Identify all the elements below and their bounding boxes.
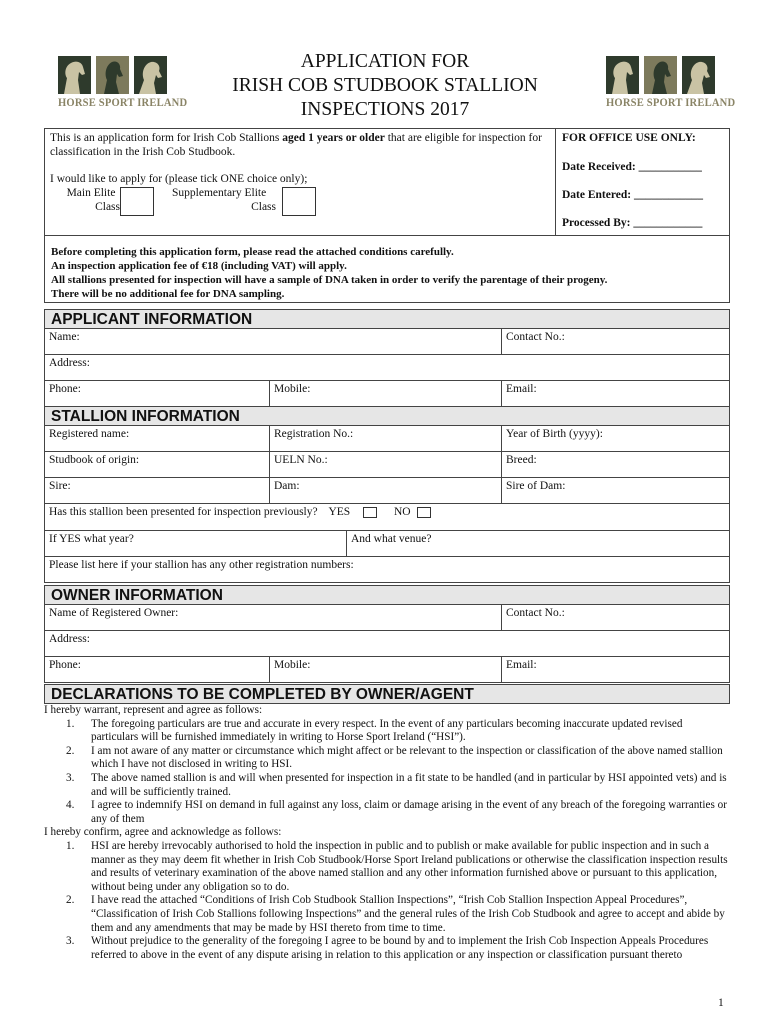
intro-text: This is an application form for Irish Cob Stallions aged 1 years or older that are eligible for inspection for classification in the Irish Cob Studbook. bbox=[50, 132, 542, 158]
hsi-logo-right bbox=[606, 56, 736, 112]
applicant-phone-field[interactable]: Phone: bbox=[44, 380, 270, 407]
list-item: 4. I agree to indemnify HSI on demand in full against any loss, claim or damage arising in the event of any breach of the foregoing warranties or any of them bbox=[66, 799, 727, 825]
page-title bbox=[150, 50, 620, 122]
horse-head-icon bbox=[682, 56, 715, 94]
owner-section-header: OWNER INFORMATION bbox=[44, 585, 730, 604]
stallion-year-of-birth-field[interactable]: Year of Birth (yyyy): bbox=[501, 425, 730, 452]
owner-address-field[interactable]: Address: bbox=[44, 630, 730, 657]
owner-phone-field[interactable]: Phone: bbox=[44, 656, 270, 683]
date-entered-field: Date Entered: ____________ bbox=[562, 189, 703, 201]
title-line-1: APPLICATION FOR bbox=[300, 51, 470, 72]
stallion-dam-field[interactable]: Dam: bbox=[269, 477, 502, 504]
applicant-name-field[interactable]: Name: bbox=[44, 328, 502, 355]
processed-by-field: Processed By: ____________ bbox=[562, 217, 703, 229]
owner-mobile-field[interactable]: Mobile: bbox=[269, 656, 502, 683]
declarations-section-header: DECLARATIONS TO BE COMPLETED BY OWNER/AGENT bbox=[44, 684, 730, 704]
stallion-registration-no-field[interactable]: Registration No.: bbox=[269, 425, 502, 452]
title-line-2: IRISH COB STUDBOOK STALLION bbox=[232, 75, 538, 96]
no-label: NO bbox=[393, 506, 411, 518]
other-registration-field[interactable]: Please list here if your stallion has any other registration numbers: bbox=[44, 556, 730, 583]
yes-label: YES bbox=[328, 506, 351, 518]
stallion-sire-field[interactable]: Sire: bbox=[44, 477, 270, 504]
stallion-section-header: STALLION INFORMATION bbox=[44, 406, 730, 425]
yes-checkbox[interactable] bbox=[363, 507, 377, 518]
horse-head-icon bbox=[644, 56, 677, 94]
supplementary-elite-checkbox[interactable] bbox=[282, 187, 316, 216]
owner-email-field[interactable]: Email: bbox=[501, 656, 730, 683]
office-use-heading: FOR OFFICE USE ONLY: bbox=[562, 132, 696, 144]
list-item: 1. The foregoing particulars are true and accurate in every respect. In the event of any particulars becoming inaccurate updated revised particulars will be furnished immediately in writing to Horse Sport Ireland (“HSI”). bbox=[66, 717, 683, 744]
applicant-email-field[interactable]: Email: bbox=[501, 380, 730, 407]
horse-head-icon bbox=[96, 56, 129, 94]
list-item: 2. I have read the attached “Conditions of Irish Cob Studbook Stallion Inspections”, “Irish Cob Stallion Inspection Appeal Procedures”, “Classification of Irish Cob Stallions following Inspections” and the general rules of the Irish Cob Studbook and agree to accept and abide by them and any amendments that may be made by HSI thereto from time to time. bbox=[66, 894, 725, 934]
main-elite-checkbox[interactable] bbox=[120, 187, 154, 216]
presented-previously-question: Has this stallion been presented for inspection previously? bbox=[49, 506, 318, 518]
applicant-address-field[interactable]: Address: bbox=[44, 354, 730, 381]
applicant-mobile-field[interactable]: Mobile: bbox=[269, 380, 502, 407]
stallion-sire-of-dam-field[interactable]: Sire of Dam: bbox=[501, 477, 730, 504]
declarations-body bbox=[44, 704, 732, 962]
stallion-breed-field[interactable]: Breed: bbox=[501, 451, 730, 478]
list-item: 3. The above named stallion is and will when presented for inspection in a fit state to be handled (and in particular by HSI appointed vets) and is and will be sufficiently trained. bbox=[66, 771, 727, 798]
presented-previously-row bbox=[44, 503, 730, 531]
horse-head-icon bbox=[58, 56, 91, 94]
stallion-studbook-field[interactable]: Studbook of origin: bbox=[44, 451, 270, 478]
owner-contact-field[interactable]: Contact No.: bbox=[501, 604, 730, 631]
option-main-elite-label: Main Elite Class bbox=[66, 187, 120, 213]
list-item: 2. I am not aware of any matter or circumstance which might affect or be relevant to the inspection or classification of the above named stallion which I have not disclosed in writing to HSI. bbox=[66, 744, 723, 771]
page-number: 1 bbox=[718, 997, 724, 1009]
stallion-ueln-field[interactable]: UELN No.: bbox=[269, 451, 502, 478]
no-checkbox[interactable] bbox=[417, 507, 431, 518]
option-supplementary-elite-label: Supplementary Elite Class bbox=[172, 187, 276, 213]
list-item: 1. HSI are hereby irrevocably authorised to hold the inspection in public and to publish or make available for public inspection and in such a manner as they may deem fit whether in Irish Cob Studbook/Horse Sport Ireland publications or otherwise the classification inspection results and results of veterinary examination of the above named stallion and any other information furnished above or pursuant to this application, without being under any obligation so to do. bbox=[66, 839, 728, 893]
applicant-contact-field[interactable]: Contact No.: bbox=[501, 328, 730, 355]
date-received-field: Date Received: ___________ bbox=[562, 161, 702, 173]
declarations-intro-confirm: I hereby confirm, agree and acknowledge as follows: bbox=[44, 826, 282, 839]
logo-wordmark: HORSE SPORT IRELAND bbox=[606, 97, 736, 109]
declarations-intro-warrant: I hereby warrant, represent and agree as follows: bbox=[44, 704, 263, 716]
title-line-3: INSPECTIONS 2017 bbox=[300, 99, 470, 120]
choice-prompt: I would like to apply for (please tick ONE choice only); bbox=[50, 173, 308, 185]
list-item: 3. Without prejudice to the generality of the foregoing I agree to be bound by and to implement the Irish Cob Inspection Appeals Procedures referred to above in the event of any dispute arising in relation to this application or any inspection or classification pursuant thereto bbox=[66, 935, 709, 961]
applicant-section-header: APPLICANT INFORMATION bbox=[44, 309, 730, 328]
logo-wordmark: HORSE SPORT IRELAND bbox=[58, 97, 188, 109]
venue-field[interactable]: And what venue? bbox=[346, 530, 730, 557]
stallion-registered-name-field[interactable]: Registered name: bbox=[44, 425, 270, 452]
if-yes-year-field[interactable]: If YES what year? bbox=[44, 530, 347, 557]
notice-text: Before completing this application form, please read the attached conditions carefully. An inspection application fee of €18 (including VAT) will apply. All stallions presented for inspection will have a sample of DNA taken in order to verify the parentage of their progeny. There will be no additional fee for DNA sampling. bbox=[51, 246, 608, 300]
owner-name-field[interactable]: Name of Registered Owner: bbox=[44, 604, 502, 631]
